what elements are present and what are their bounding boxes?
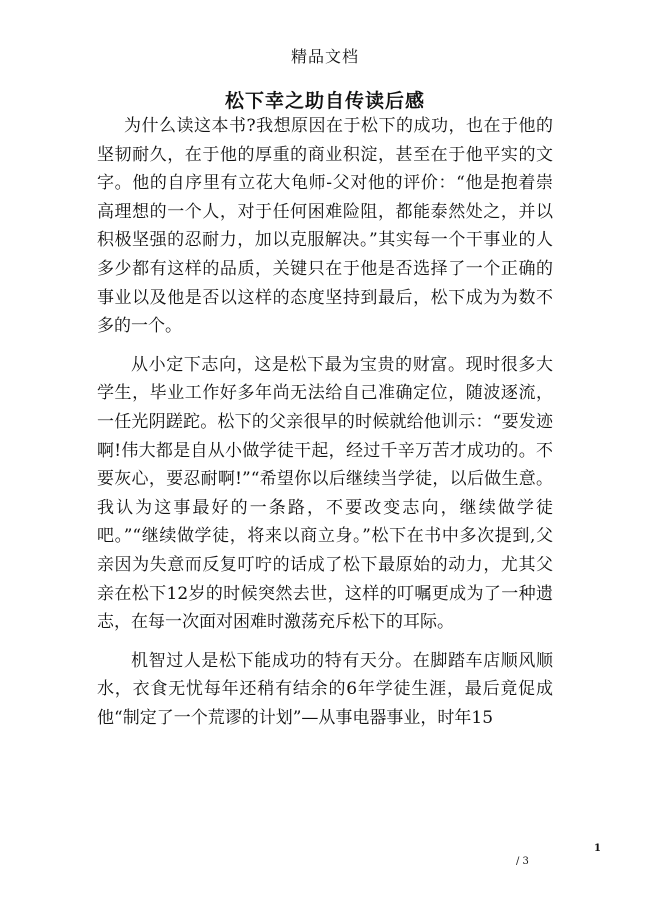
document-body (97, 112, 553, 742)
page-header: 精品文档 (290, 47, 359, 66)
page-number: 1 (594, 843, 601, 854)
page-total: / 3 (516, 856, 529, 867)
paragraph: 从小定下志向，这是松下最为宝贵的财富。现时很多大学生，毕业工作好多年尚无法给自己准确定位，随波逐流，一任光阴蹉跎。松下的父亲很早的时候就给他训示：“要发迹啊!伟大都是自从小做学徒干起，经过千辛万苦才成功的。不要灰心，要忍耐啊!”“希望你以后继续当学徒，以后做生意。我认为这事最好的一条路，不要改变志向，继续做学徒吧。”“继续做学徒，将来以商立身。”松下在书中多次提到,父亲因为失意而反复叮咛的话成了松下最原始的动力，尤其父亲在松下12岁的时候突然去世，这样的叮嘱更成为了一种遗志，在每一次面对困难时激荡充斥松下的耳际。 (97, 354, 553, 633)
document-title: 松下幸之助自传读后感 (224, 90, 425, 112)
paragraph: 为什么读这本书?我想原因在于松下的成功，也在于他的坚韧耐久，在于他的厚重的商业积淀，甚至在于他平实的文字。他的自序里有立花大龟师-父对他的评价：“他是抱着崇高理想的一个人，对于任何困难险阻，都能泰然处之，并以积极坚强的忍耐力，加以克服解决。”其实每一个干事业的人多少都有这样的品质，关键只在于他是否选择了一个正确的事业以及他是否以这样的态度坚持到最后，松下成为为数不多的一个。 (97, 116, 553, 337)
paragraph: 机智过人是松下能成功的特有天分。在脚踏车店顺风顺水，衣食无忧每年还稍有结余的6年学徒生涯，最后竟促成他“制定了一个荒谬的计划”—从事电器事业，时年15 (97, 650, 553, 728)
